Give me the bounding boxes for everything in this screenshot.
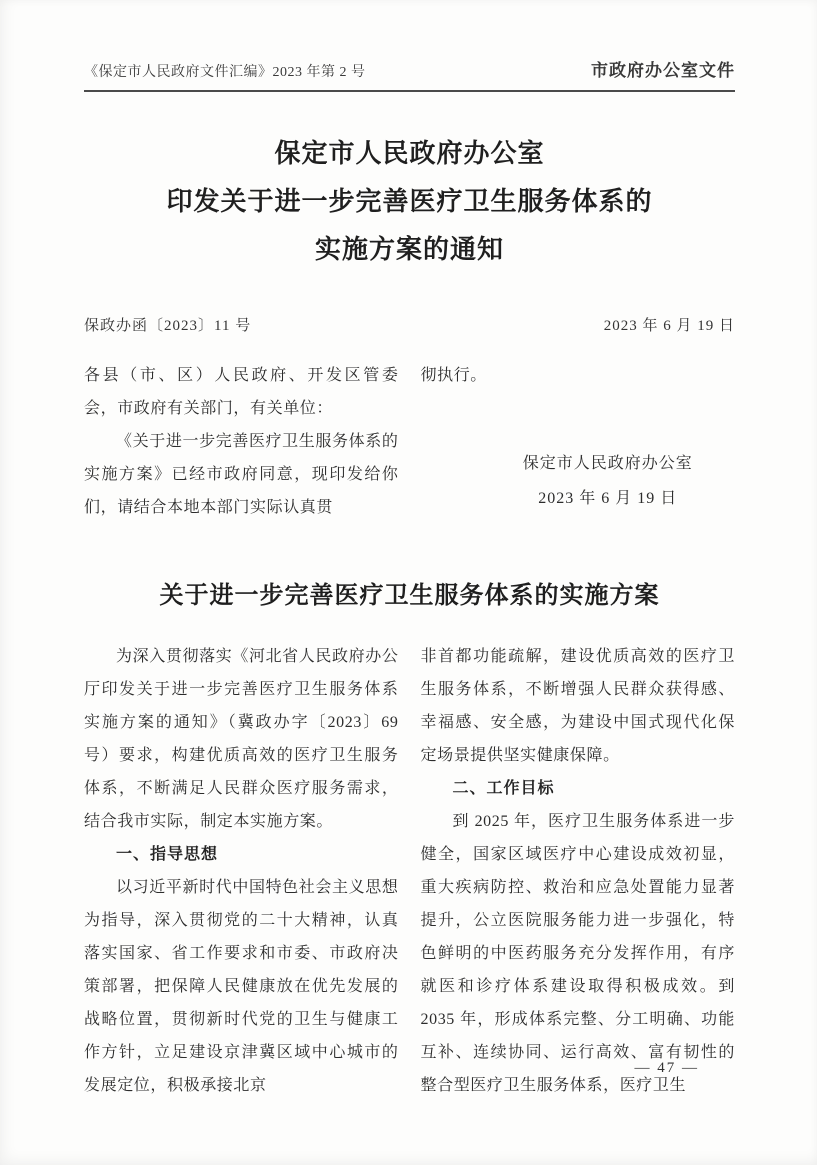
notice-paragraph-continuation: 彻执行。	[420, 367, 487, 384]
notice-body-right-column	[421, 359, 736, 529]
notice-paragraph: 《关于进一步完善医疗卫生服务体系的实施方案》已经市政府同意，现印发给你们，请结合本地本部门实际认真贯	[84, 433, 399, 516]
document-meta-row	[84, 314, 735, 335]
plan-body	[84, 640, 735, 1102]
notice-title-line-1: 保定市人民政府办公室	[274, 139, 545, 168]
section-2-heading: 二、工作目标	[452, 780, 555, 797]
compilation-title: 《保定市人民政府文件汇编》2023 年第 2 号	[84, 65, 366, 80]
page-number: — 47 —	[634, 1060, 699, 1076]
plan-title: 关于进一步完善医疗卫生服务体系的实施方案	[159, 583, 660, 609]
plan-intro-paragraph: 为深入贯彻落实《河北省人民政府办公厅印发关于进一步完善医疗卫生服务体系实施方案的通知》（冀政办字〔2023〕69 号）要求，构建优质高效的医疗卫生服务体系，不断满足人民群众医疗服务需求，结合我市实际，制定本实施方案。	[84, 648, 399, 830]
notice-title-line-3: 实施方案的通知	[314, 235, 504, 264]
document-category-label: 市政府办公室文件	[591, 61, 735, 80]
plan-body-right-column	[421, 640, 736, 1102]
notice-body	[84, 359, 735, 529]
section-1-heading: 一、指导思想	[116, 846, 219, 863]
document-number: 保政办函〔2023〕11 号	[84, 318, 252, 334]
document-date: 2023 年 6 月 19 日	[603, 318, 735, 334]
section-1-paragraph: 以习近平新时代中国特色社会主义思想为指导，深入贯彻党的二十大精神，认真落实国家、省工作要求和市委、市政府决策部署，把保障人民健康放在优先发展的战略位置，贯彻新时代党的卫生与健康工作方针，立足建设京津冀区域中心城市的发展定位，积极承接北京	[84, 879, 399, 1094]
notice-body-left-column	[84, 359, 399, 529]
section-2-paragraph: 到 2025 年，医疗卫生服务体系进一步健全，国家区域医疗中心建设成效初显，重大疾病防控、救治和应急处置能力显著提升，公立医院服务能力进一步强化，特色鲜明的中医药服务充分发挥作用，有序就医和诊疗体系建设取得积极成效。到 2035 年，形成体系完整、分工明确、功能互补、连续协同、运行高效、富有韧性的整合型医疗卫生服务体系，医疗卫生	[420, 813, 735, 1094]
signature-issuer: 保定市人民政府办公室	[522, 455, 693, 472]
section-1-paragraph-continuation: 非首都功能疏解，建设优质高效的医疗卫生服务体系，不断增强人民群众获得感、幸福感、安全感，为建设中国式现代化保定场景提供坚实健康保障。	[420, 648, 735, 764]
plan-body-left-column	[84, 640, 399, 1102]
running-header	[84, 56, 735, 92]
notice-title-line-2: 印发关于进一步完善医疗卫生服务体系的	[166, 187, 653, 216]
signature-date: 2023 年 6 月 19 日	[538, 490, 678, 507]
notice-title	[84, 130, 735, 274]
notice-salutation: 各县（市、区）人民政府、开发区管委会，市政府有关部门，有关单位：	[84, 367, 399, 417]
signature-block	[421, 446, 736, 516]
